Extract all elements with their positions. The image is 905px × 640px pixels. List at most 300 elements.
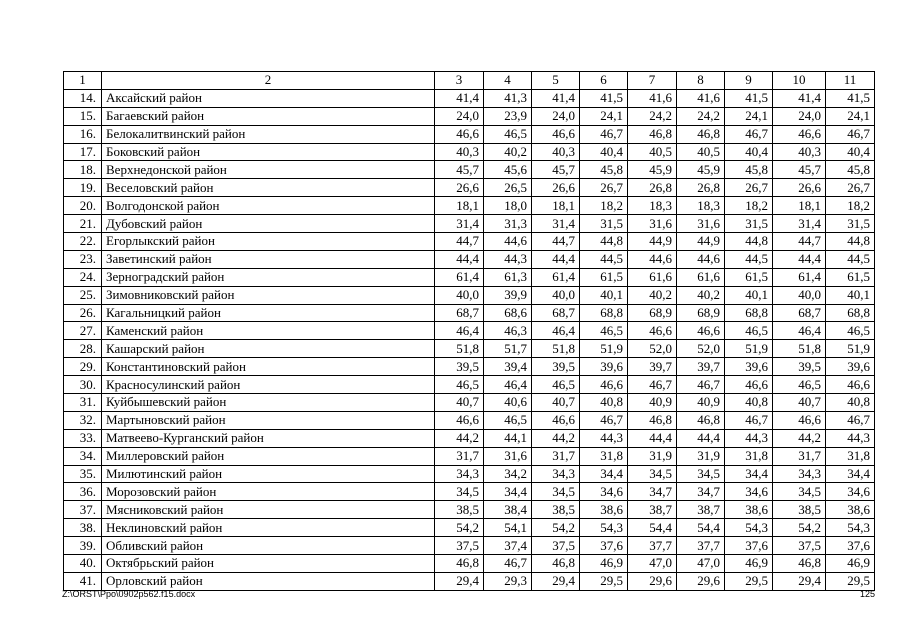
value-cell: 24,0 bbox=[435, 107, 484, 125]
value-cell: 41,4 bbox=[435, 89, 484, 107]
value-cell: 31,7 bbox=[435, 447, 484, 465]
row-number: 35. bbox=[64, 465, 102, 483]
value-cell: 31,7 bbox=[773, 447, 826, 465]
district-name: Волгодонской район bbox=[102, 197, 435, 215]
value-cell: 61,6 bbox=[628, 268, 677, 286]
value-cell: 34,5 bbox=[773, 483, 826, 501]
value-cell: 31,6 bbox=[484, 447, 532, 465]
value-cell: 40,4 bbox=[826, 143, 875, 161]
value-cell: 54,4 bbox=[677, 519, 725, 537]
value-cell: 44,4 bbox=[532, 250, 580, 268]
row-number: 24. bbox=[64, 268, 102, 286]
value-cell: 41,4 bbox=[773, 89, 826, 107]
value-cell: 54,3 bbox=[826, 519, 875, 537]
row-number: 34. bbox=[64, 447, 102, 465]
table-row bbox=[64, 161, 875, 179]
value-cell: 68,6 bbox=[484, 304, 532, 322]
value-cell: 40,3 bbox=[773, 143, 826, 161]
value-cell: 40,6 bbox=[484, 394, 532, 412]
value-cell: 18,1 bbox=[773, 197, 826, 215]
value-cell: 40,7 bbox=[435, 394, 484, 412]
row-number: 17. bbox=[64, 143, 102, 161]
value-cell: 38,4 bbox=[484, 501, 532, 519]
district-name: Белокалитвинский район bbox=[102, 125, 435, 143]
value-cell: 54,3 bbox=[580, 519, 628, 537]
value-cell: 47,0 bbox=[628, 555, 677, 573]
value-cell: 40,3 bbox=[532, 143, 580, 161]
value-cell: 61,4 bbox=[773, 268, 826, 286]
value-cell: 44,4 bbox=[677, 429, 725, 447]
row-number: 28. bbox=[64, 340, 102, 358]
value-cell: 24,0 bbox=[773, 107, 826, 125]
value-cell: 44,6 bbox=[628, 250, 677, 268]
value-cell: 29,4 bbox=[532, 572, 580, 590]
value-cell: 46,7 bbox=[826, 125, 875, 143]
value-cell: 46,5 bbox=[773, 376, 826, 394]
value-cell: 18,0 bbox=[484, 197, 532, 215]
value-cell: 68,7 bbox=[435, 304, 484, 322]
value-cell: 34,4 bbox=[484, 483, 532, 501]
value-cell: 40,2 bbox=[628, 286, 677, 304]
value-cell: 44,6 bbox=[677, 250, 725, 268]
table-row bbox=[64, 268, 875, 286]
value-cell: 44,7 bbox=[532, 233, 580, 251]
value-cell: 51,9 bbox=[725, 340, 773, 358]
value-cell: 46,6 bbox=[532, 125, 580, 143]
value-cell: 41,3 bbox=[484, 89, 532, 107]
value-cell: 68,8 bbox=[580, 304, 628, 322]
value-cell: 29,3 bbox=[484, 572, 532, 590]
value-cell: 38,7 bbox=[677, 501, 725, 519]
header-cell: 11 bbox=[826, 72, 875, 90]
value-cell: 46,6 bbox=[773, 125, 826, 143]
table-row bbox=[64, 304, 875, 322]
row-number: 22. bbox=[64, 233, 102, 251]
table-row bbox=[64, 447, 875, 465]
value-cell: 37,4 bbox=[484, 537, 532, 555]
value-cell: 34,5 bbox=[435, 483, 484, 501]
district-name: Веселовский район bbox=[102, 179, 435, 197]
value-cell: 46,5 bbox=[532, 376, 580, 394]
header-cell: 4 bbox=[484, 72, 532, 90]
row-number: 27. bbox=[64, 322, 102, 340]
value-cell: 46,5 bbox=[725, 322, 773, 340]
value-cell: 51,7 bbox=[484, 340, 532, 358]
table-row bbox=[64, 358, 875, 376]
value-cell: 18,1 bbox=[532, 197, 580, 215]
value-cell: 68,7 bbox=[773, 304, 826, 322]
value-cell: 61,5 bbox=[826, 268, 875, 286]
value-cell: 54,3 bbox=[725, 519, 773, 537]
value-cell: 29,4 bbox=[773, 572, 826, 590]
value-cell: 18,2 bbox=[580, 197, 628, 215]
value-cell: 45,7 bbox=[435, 161, 484, 179]
value-cell: 40,5 bbox=[628, 143, 677, 161]
table-row bbox=[64, 143, 875, 161]
value-cell: 46,8 bbox=[677, 411, 725, 429]
district-name: Заветинский район bbox=[102, 250, 435, 268]
row-number: 40. bbox=[64, 555, 102, 573]
value-cell: 46,5 bbox=[484, 125, 532, 143]
value-cell: 40,1 bbox=[725, 286, 773, 304]
value-cell: 46,4 bbox=[532, 322, 580, 340]
value-cell: 46,7 bbox=[725, 125, 773, 143]
header-cell: 6 bbox=[580, 72, 628, 90]
value-cell: 29,5 bbox=[580, 572, 628, 590]
value-cell: 41,5 bbox=[725, 89, 773, 107]
value-cell: 34,4 bbox=[725, 465, 773, 483]
district-name: Аксайский район bbox=[102, 89, 435, 107]
value-cell: 46,6 bbox=[435, 125, 484, 143]
value-cell: 46,7 bbox=[826, 411, 875, 429]
row-number: 25. bbox=[64, 286, 102, 304]
header-cell: 5 bbox=[532, 72, 580, 90]
district-name: Октябрьский район bbox=[102, 555, 435, 573]
district-name: Мясниковский район bbox=[102, 501, 435, 519]
value-cell: 40,2 bbox=[484, 143, 532, 161]
header-cell: 3 bbox=[435, 72, 484, 90]
value-cell: 45,9 bbox=[677, 161, 725, 179]
value-cell: 44,8 bbox=[826, 233, 875, 251]
value-cell: 37,5 bbox=[435, 537, 484, 555]
value-cell: 51,8 bbox=[773, 340, 826, 358]
district-name: Красносулинский район bbox=[102, 376, 435, 394]
value-cell: 39,5 bbox=[773, 358, 826, 376]
value-cell: 61,6 bbox=[677, 268, 725, 286]
page-number: 125 bbox=[859, 589, 875, 599]
value-cell: 29,5 bbox=[826, 572, 875, 590]
district-name: Верхнедонской район bbox=[102, 161, 435, 179]
district-name: Орловский район bbox=[102, 572, 435, 590]
district-name: Зимовниковский район bbox=[102, 286, 435, 304]
value-cell: 34,2 bbox=[484, 465, 532, 483]
value-cell: 46,7 bbox=[580, 125, 628, 143]
value-cell: 47,0 bbox=[677, 555, 725, 573]
value-cell: 31,9 bbox=[677, 447, 725, 465]
value-cell: 34,3 bbox=[532, 465, 580, 483]
table-row bbox=[64, 483, 875, 501]
header-cell: 2 bbox=[102, 72, 435, 90]
value-cell: 37,7 bbox=[628, 537, 677, 555]
value-cell: 46,6 bbox=[677, 322, 725, 340]
value-cell: 61,4 bbox=[532, 268, 580, 286]
table-row bbox=[64, 394, 875, 412]
value-cell: 40,8 bbox=[580, 394, 628, 412]
value-cell: 44,9 bbox=[628, 233, 677, 251]
row-number: 37. bbox=[64, 501, 102, 519]
table-row bbox=[64, 215, 875, 233]
value-cell: 61,3 bbox=[484, 268, 532, 286]
value-cell: 46,7 bbox=[677, 376, 725, 394]
value-cell: 41,5 bbox=[580, 89, 628, 107]
value-cell: 46,6 bbox=[532, 411, 580, 429]
value-cell: 41,6 bbox=[628, 89, 677, 107]
district-name: Куйбышевский район bbox=[102, 394, 435, 412]
district-name: Зерноградский район bbox=[102, 268, 435, 286]
table-row bbox=[64, 125, 875, 143]
value-cell: 46,9 bbox=[580, 555, 628, 573]
value-cell: 26,7 bbox=[725, 179, 773, 197]
row-number: 20. bbox=[64, 197, 102, 215]
value-cell: 41,5 bbox=[826, 89, 875, 107]
value-cell: 46,5 bbox=[435, 376, 484, 394]
value-cell: 39,5 bbox=[532, 358, 580, 376]
value-cell: 24,1 bbox=[580, 107, 628, 125]
value-cell: 18,2 bbox=[725, 197, 773, 215]
value-cell: 34,3 bbox=[773, 465, 826, 483]
value-cell: 44,3 bbox=[484, 250, 532, 268]
value-cell: 29,6 bbox=[628, 572, 677, 590]
table-row bbox=[64, 411, 875, 429]
value-cell: 51,8 bbox=[532, 340, 580, 358]
value-cell: 46,6 bbox=[628, 322, 677, 340]
value-cell: 26,8 bbox=[677, 179, 725, 197]
value-cell: 31,8 bbox=[580, 447, 628, 465]
value-cell: 68,8 bbox=[826, 304, 875, 322]
value-cell: 39,6 bbox=[826, 358, 875, 376]
value-cell: 34,5 bbox=[677, 465, 725, 483]
district-name: Каменский район bbox=[102, 322, 435, 340]
value-cell: 46,8 bbox=[435, 555, 484, 573]
value-cell: 40,9 bbox=[677, 394, 725, 412]
value-cell: 46,5 bbox=[580, 322, 628, 340]
district-name: Матвеево-Курганский район bbox=[102, 429, 435, 447]
district-name: Морозовский район bbox=[102, 483, 435, 501]
value-cell: 44,5 bbox=[725, 250, 773, 268]
value-cell: 26,7 bbox=[580, 179, 628, 197]
value-cell: 38,7 bbox=[628, 501, 677, 519]
value-cell: 31,5 bbox=[826, 215, 875, 233]
value-cell: 37,7 bbox=[677, 537, 725, 555]
value-cell: 46,7 bbox=[484, 555, 532, 573]
district-name: Боковский район bbox=[102, 143, 435, 161]
value-cell: 40,9 bbox=[628, 394, 677, 412]
value-cell: 52,0 bbox=[677, 340, 725, 358]
row-number: 36. bbox=[64, 483, 102, 501]
value-cell: 52,0 bbox=[628, 340, 677, 358]
value-cell: 38,6 bbox=[725, 501, 773, 519]
row-number: 18. bbox=[64, 161, 102, 179]
value-cell: 31,4 bbox=[435, 215, 484, 233]
value-cell: 44,3 bbox=[826, 429, 875, 447]
value-cell: 41,4 bbox=[532, 89, 580, 107]
district-name: Константиновский район bbox=[102, 358, 435, 376]
value-cell: 45,8 bbox=[826, 161, 875, 179]
value-cell: 31,3 bbox=[484, 215, 532, 233]
value-cell: 44,5 bbox=[580, 250, 628, 268]
table-body bbox=[64, 72, 875, 591]
row-number: 16. bbox=[64, 125, 102, 143]
value-cell: 23,9 bbox=[484, 107, 532, 125]
value-cell: 46,4 bbox=[484, 376, 532, 394]
value-cell: 54,2 bbox=[532, 519, 580, 537]
value-cell: 40,8 bbox=[725, 394, 773, 412]
row-number: 31. bbox=[64, 394, 102, 412]
value-cell: 18,3 bbox=[677, 197, 725, 215]
value-cell: 34,7 bbox=[677, 483, 725, 501]
value-cell: 61,4 bbox=[435, 268, 484, 286]
row-number: 15. bbox=[64, 107, 102, 125]
table-row bbox=[64, 376, 875, 394]
value-cell: 39,5 bbox=[435, 358, 484, 376]
value-cell: 40,0 bbox=[435, 286, 484, 304]
value-cell: 44,3 bbox=[725, 429, 773, 447]
value-cell: 44,2 bbox=[773, 429, 826, 447]
row-number: 29. bbox=[64, 358, 102, 376]
value-cell: 31,8 bbox=[725, 447, 773, 465]
header-cell: 7 bbox=[628, 72, 677, 90]
value-cell: 24,0 bbox=[532, 107, 580, 125]
district-name: Кагальницкий район bbox=[102, 304, 435, 322]
value-cell: 46,9 bbox=[826, 555, 875, 573]
value-cell: 31,4 bbox=[773, 215, 826, 233]
table-row bbox=[64, 250, 875, 268]
value-cell: 26,6 bbox=[532, 179, 580, 197]
table-row bbox=[64, 555, 875, 573]
table-row bbox=[64, 537, 875, 555]
value-cell: 39,7 bbox=[628, 358, 677, 376]
value-cell: 46,5 bbox=[826, 322, 875, 340]
table-row bbox=[64, 340, 875, 358]
value-cell: 46,8 bbox=[628, 411, 677, 429]
value-cell: 38,6 bbox=[580, 501, 628, 519]
value-cell: 40,7 bbox=[532, 394, 580, 412]
value-cell: 46,7 bbox=[628, 376, 677, 394]
value-cell: 68,9 bbox=[677, 304, 725, 322]
value-cell: 31,6 bbox=[628, 215, 677, 233]
value-cell: 46,8 bbox=[773, 555, 826, 573]
value-cell: 44,8 bbox=[580, 233, 628, 251]
value-cell: 46,7 bbox=[580, 411, 628, 429]
value-cell: 37,5 bbox=[773, 537, 826, 555]
value-cell: 51,9 bbox=[580, 340, 628, 358]
value-cell: 44,4 bbox=[773, 250, 826, 268]
value-cell: 45,8 bbox=[725, 161, 773, 179]
value-cell: 39,6 bbox=[580, 358, 628, 376]
value-cell: 46,5 bbox=[484, 411, 532, 429]
value-cell: 34,5 bbox=[628, 465, 677, 483]
value-cell: 18,2 bbox=[826, 197, 875, 215]
value-cell: 26,7 bbox=[826, 179, 875, 197]
value-cell: 44,5 bbox=[826, 250, 875, 268]
row-number: 39. bbox=[64, 537, 102, 555]
row-number: 19. bbox=[64, 179, 102, 197]
table-row bbox=[64, 286, 875, 304]
header-cell: 10 bbox=[773, 72, 826, 90]
value-cell: 24,2 bbox=[677, 107, 725, 125]
table-row bbox=[64, 501, 875, 519]
value-cell: 46,6 bbox=[580, 376, 628, 394]
value-cell: 34,6 bbox=[580, 483, 628, 501]
district-name: Егорлыкский район bbox=[102, 233, 435, 251]
value-cell: 40,0 bbox=[773, 286, 826, 304]
row-number: 14. bbox=[64, 89, 102, 107]
value-cell: 29,6 bbox=[677, 572, 725, 590]
value-cell: 38,6 bbox=[826, 501, 875, 519]
table-row bbox=[64, 519, 875, 537]
value-cell: 34,4 bbox=[580, 465, 628, 483]
value-cell: 46,8 bbox=[532, 555, 580, 573]
value-cell: 31,6 bbox=[677, 215, 725, 233]
table-row bbox=[64, 429, 875, 447]
value-cell: 34,6 bbox=[725, 483, 773, 501]
district-name: Дубовский район bbox=[102, 215, 435, 233]
table-row bbox=[64, 89, 875, 107]
value-cell: 51,8 bbox=[435, 340, 484, 358]
value-cell: 26,6 bbox=[773, 179, 826, 197]
data-table bbox=[63, 71, 875, 591]
value-cell: 40,1 bbox=[826, 286, 875, 304]
header-cell: 8 bbox=[677, 72, 725, 90]
table-row bbox=[64, 322, 875, 340]
value-cell: 68,8 bbox=[725, 304, 773, 322]
value-cell: 45,9 bbox=[628, 161, 677, 179]
value-cell: 31,9 bbox=[628, 447, 677, 465]
row-number: 26. bbox=[64, 304, 102, 322]
value-cell: 31,5 bbox=[725, 215, 773, 233]
district-name: Неклиновский район bbox=[102, 519, 435, 537]
value-cell: 45,7 bbox=[773, 161, 826, 179]
district-name: Кашарский район bbox=[102, 340, 435, 358]
value-cell: 34,4 bbox=[826, 465, 875, 483]
value-cell: 40,5 bbox=[677, 143, 725, 161]
value-cell: 40,4 bbox=[580, 143, 628, 161]
value-cell: 39,6 bbox=[725, 358, 773, 376]
value-cell: 46,4 bbox=[773, 322, 826, 340]
value-cell: 44,1 bbox=[484, 429, 532, 447]
header-cell: 1 bbox=[64, 72, 102, 90]
value-cell: 44,6 bbox=[484, 233, 532, 251]
value-cell: 45,7 bbox=[532, 161, 580, 179]
value-cell: 40,0 bbox=[532, 286, 580, 304]
value-cell: 44,9 bbox=[677, 233, 725, 251]
row-number: 21. bbox=[64, 215, 102, 233]
value-cell: 39,4 bbox=[484, 358, 532, 376]
value-cell: 26,8 bbox=[628, 179, 677, 197]
value-cell: 46,6 bbox=[725, 376, 773, 394]
value-cell: 54,2 bbox=[773, 519, 826, 537]
value-cell: 38,5 bbox=[532, 501, 580, 519]
value-cell: 46,8 bbox=[628, 125, 677, 143]
value-cell: 68,9 bbox=[628, 304, 677, 322]
file-path: Z:\ORST\Ppo\0902p562.f15.docx bbox=[62, 589, 196, 599]
table-row bbox=[64, 107, 875, 125]
table-row bbox=[64, 233, 875, 251]
value-cell: 31,4 bbox=[532, 215, 580, 233]
value-cell: 37,6 bbox=[725, 537, 773, 555]
value-cell: 38,5 bbox=[435, 501, 484, 519]
value-cell: 54,1 bbox=[484, 519, 532, 537]
row-number: 32. bbox=[64, 411, 102, 429]
value-cell: 18,1 bbox=[435, 197, 484, 215]
district-name: Мартыновский район bbox=[102, 411, 435, 429]
district-name: Миллеровский район bbox=[102, 447, 435, 465]
table-row bbox=[64, 572, 875, 590]
row-number: 30. bbox=[64, 376, 102, 394]
value-cell: 18,3 bbox=[628, 197, 677, 215]
value-cell: 46,3 bbox=[484, 322, 532, 340]
district-name: Обливский район bbox=[102, 537, 435, 555]
value-cell: 31,7 bbox=[532, 447, 580, 465]
header-cell: 9 bbox=[725, 72, 773, 90]
value-cell: 26,6 bbox=[435, 179, 484, 197]
value-cell: 44,7 bbox=[435, 233, 484, 251]
value-cell: 38,5 bbox=[773, 501, 826, 519]
district-name: Багаевский район bbox=[102, 107, 435, 125]
value-cell: 51,9 bbox=[826, 340, 875, 358]
value-cell: 44,2 bbox=[532, 429, 580, 447]
value-cell: 44,7 bbox=[773, 233, 826, 251]
